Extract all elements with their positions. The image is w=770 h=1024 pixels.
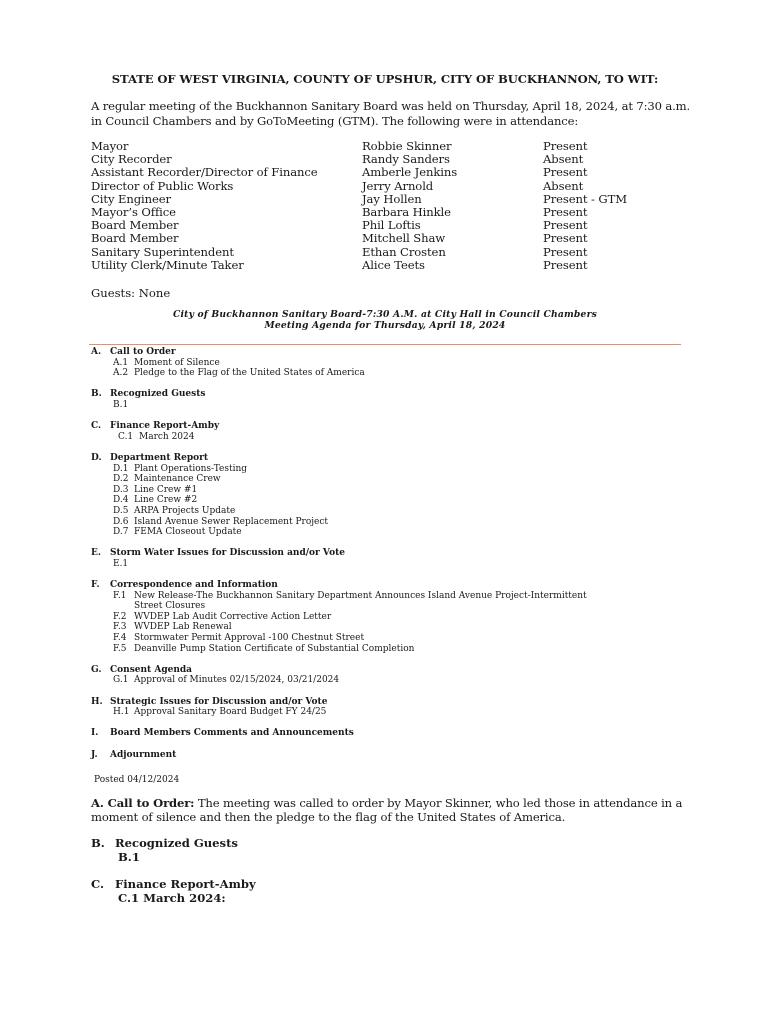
agenda-section-e [91,548,691,569]
section-letter: F. [91,580,100,591]
minutes-subheading: B.1 [118,850,140,864]
section-title: Correspondence and Information [110,580,278,591]
attendance-role: Mayor [91,139,129,153]
agenda-item: D.6 Island Avenue Sewer Replacement Project [113,516,329,527]
agenda-divider [89,344,681,345]
section-title: Strategic Issues for Discussion and/or Vote [110,696,328,707]
guests-line: Guests: None [91,286,171,300]
agenda-item: G.1 Approval of Minutes 02/15/2024, 03/21/2024 [113,675,340,686]
section-letter: A. [91,347,102,357]
attendance-status: Absent [543,178,584,193]
agenda-section-f [91,580,691,654]
attendance-name: Mitchell Shaw [362,231,446,246]
document-title: STATE OF WEST VIRGINIA, COUNTY OF UPSHUR, CITY OF BUCKHANNON, TO WIT: [111,72,659,86]
agenda-header-line-1: City of Buckhannon Sanitary Board-7:30 A.M. at City Hall in Council Chambers [172,309,598,320]
section-title: Recognized Guests [110,389,206,400]
attendance-role: Sanitary Superintendent [91,244,234,259]
section-title: Board Members Comments and Announcements [110,728,354,739]
attendance-status: Absent [543,152,584,167]
agenda-item: F.5 Deanville Pump Station Certificate of Substantial Completion [113,643,415,654]
agenda-section-d [91,453,691,538]
section-title: Finance Report-Amby [110,421,220,432]
attendance-status: Present [543,139,588,153]
section-letter: C. [91,421,102,432]
agenda-item: D.1 Plant Operations-Testing [113,463,248,474]
attendance-role: City Recorder [91,152,172,167]
section-letter: D. [91,452,102,463]
attendance-status: Present [543,257,588,272]
agenda-section-j [91,750,691,761]
attendance-name: Ethan Crosten [362,244,446,259]
agenda-header [0,309,770,331]
attendance-status: Present [543,218,588,233]
attendance-status: Present - GTM [543,191,627,206]
agenda-item: F.3 WVDEP Lab Renewal [113,622,232,633]
agenda-item: B.1 [113,399,129,410]
agenda-item: D.4 Line Crew #2 [113,495,198,506]
minutes-call-to-order [91,796,691,824]
minutes-heading: Finance Report-Amby [115,877,256,891]
attendance-status: Present [543,244,588,259]
attendance-status: Present [543,205,588,220]
agenda-item: F.4 Stormwater Permit Approval -100 Chestnut Street [113,633,365,644]
attendance-name: Amberle Jenkins [362,165,458,180]
minutes-subheading: C.1 March 2024: [118,891,226,905]
agenda-item: D.2 Maintenance Crew [113,474,221,485]
minutes-finance-report: C. Finance Report-Amby C.1 March 2024: [91,877,256,905]
attendance-name: Jerry Arnold [362,178,434,193]
section-title: Department Report [110,452,209,463]
attendance-name: Jay Hollen [362,191,422,206]
minutes-heading: Recognized Guests [115,836,238,850]
section-letter: J. [91,749,98,760]
agenda-item: F.1 New Release-The Buckhannon Sanitary Department Announces Island Avenue Project-Intermittent [113,590,587,601]
attendance-name: Alice Teets [362,257,425,272]
agenda-section-g [91,665,691,686]
agenda-item: H.1 Approval Sanitary Board Budget FY 24/25 [113,707,327,718]
attendance-role: Assistant Recorder/Director of Finance [91,165,318,180]
section-letter: I. [91,728,99,739]
agenda-item: A.1 Moment of Silence [113,357,220,368]
agenda-item: F.2 WVDEP Lab Audit Corrective Action Letter [113,611,332,622]
section-title: Call to Order [110,347,176,357]
intro-paragraph: A regular meeting of the Buckhannon Sanitary Board was held on Thursday, April 18, 2024, at 7:30 a.m. in Council Chambers and by GoToMeeting (GTM). The following were in attendance: [91,99,691,128]
section-title: Adjournment [110,749,177,760]
section-letter: G. [91,664,102,675]
agenda-section-i [91,728,691,739]
agenda-section-a [91,347,691,379]
agenda-item: D.3 Line Crew #1 [113,484,198,495]
section-letter: H. [91,696,103,707]
minutes-text: The meeting was called to order by Mayor Skinner, who led those in attendance in a moment of silence and then the pledge to the flag of the United States of America. [91,796,683,824]
attendance-role: City Engineer [91,191,171,206]
minutes-recognized-guests: B. Recognized Guests B.1 [91,836,238,864]
attendance-name: Phil Loftis [362,218,421,233]
agenda-section-h [91,697,691,718]
attendance-status: Present [543,231,588,246]
attendance-statuses [543,140,627,272]
attendance-role: Mayor’s Office [91,205,176,220]
attendance-status: Present [543,165,588,180]
attendance-name: Barbara Hinkle [362,205,451,220]
section-letter: E. [91,548,101,559]
agenda-list [91,347,691,760]
attendance-names [362,140,457,272]
agenda-header-line-2: Meeting Agenda for Thursday, April 18, 2024 [264,320,506,331]
agenda-item: E.1 [113,558,129,569]
posted-date: Posted 04/12/2024 [94,775,180,785]
attendance-role: Board Member [91,231,179,246]
agenda-item: A.2 Pledge to the Flag of the United States of America [113,368,365,379]
section-letter: B. [91,389,102,400]
agenda-item: C.1 March 2024 [118,431,195,442]
attendance-name: Robbie Skinner [362,139,452,153]
attendance-role: Board Member [91,218,179,233]
attendance-role: Director of Public Works [91,178,234,193]
agenda-section-c [91,421,691,442]
attendance-roles [91,140,318,272]
agenda-item: D.5 ARPA Projects Update [113,505,236,516]
minutes-section-label: A. Call to Order: [91,796,195,810]
agenda-item: D.7 FEMA Closeout Update [113,527,242,538]
attendance-role: Utility Clerk/Minute Taker [91,257,244,272]
section-title: Storm Water Issues for Discussion and/or Vote [110,548,345,559]
attendance-name: Randy Sanders [362,152,450,167]
section-title: Consent Agenda [110,664,193,675]
agenda-item-continuation: Street Closures [134,601,206,612]
agenda-section-b [91,389,691,410]
